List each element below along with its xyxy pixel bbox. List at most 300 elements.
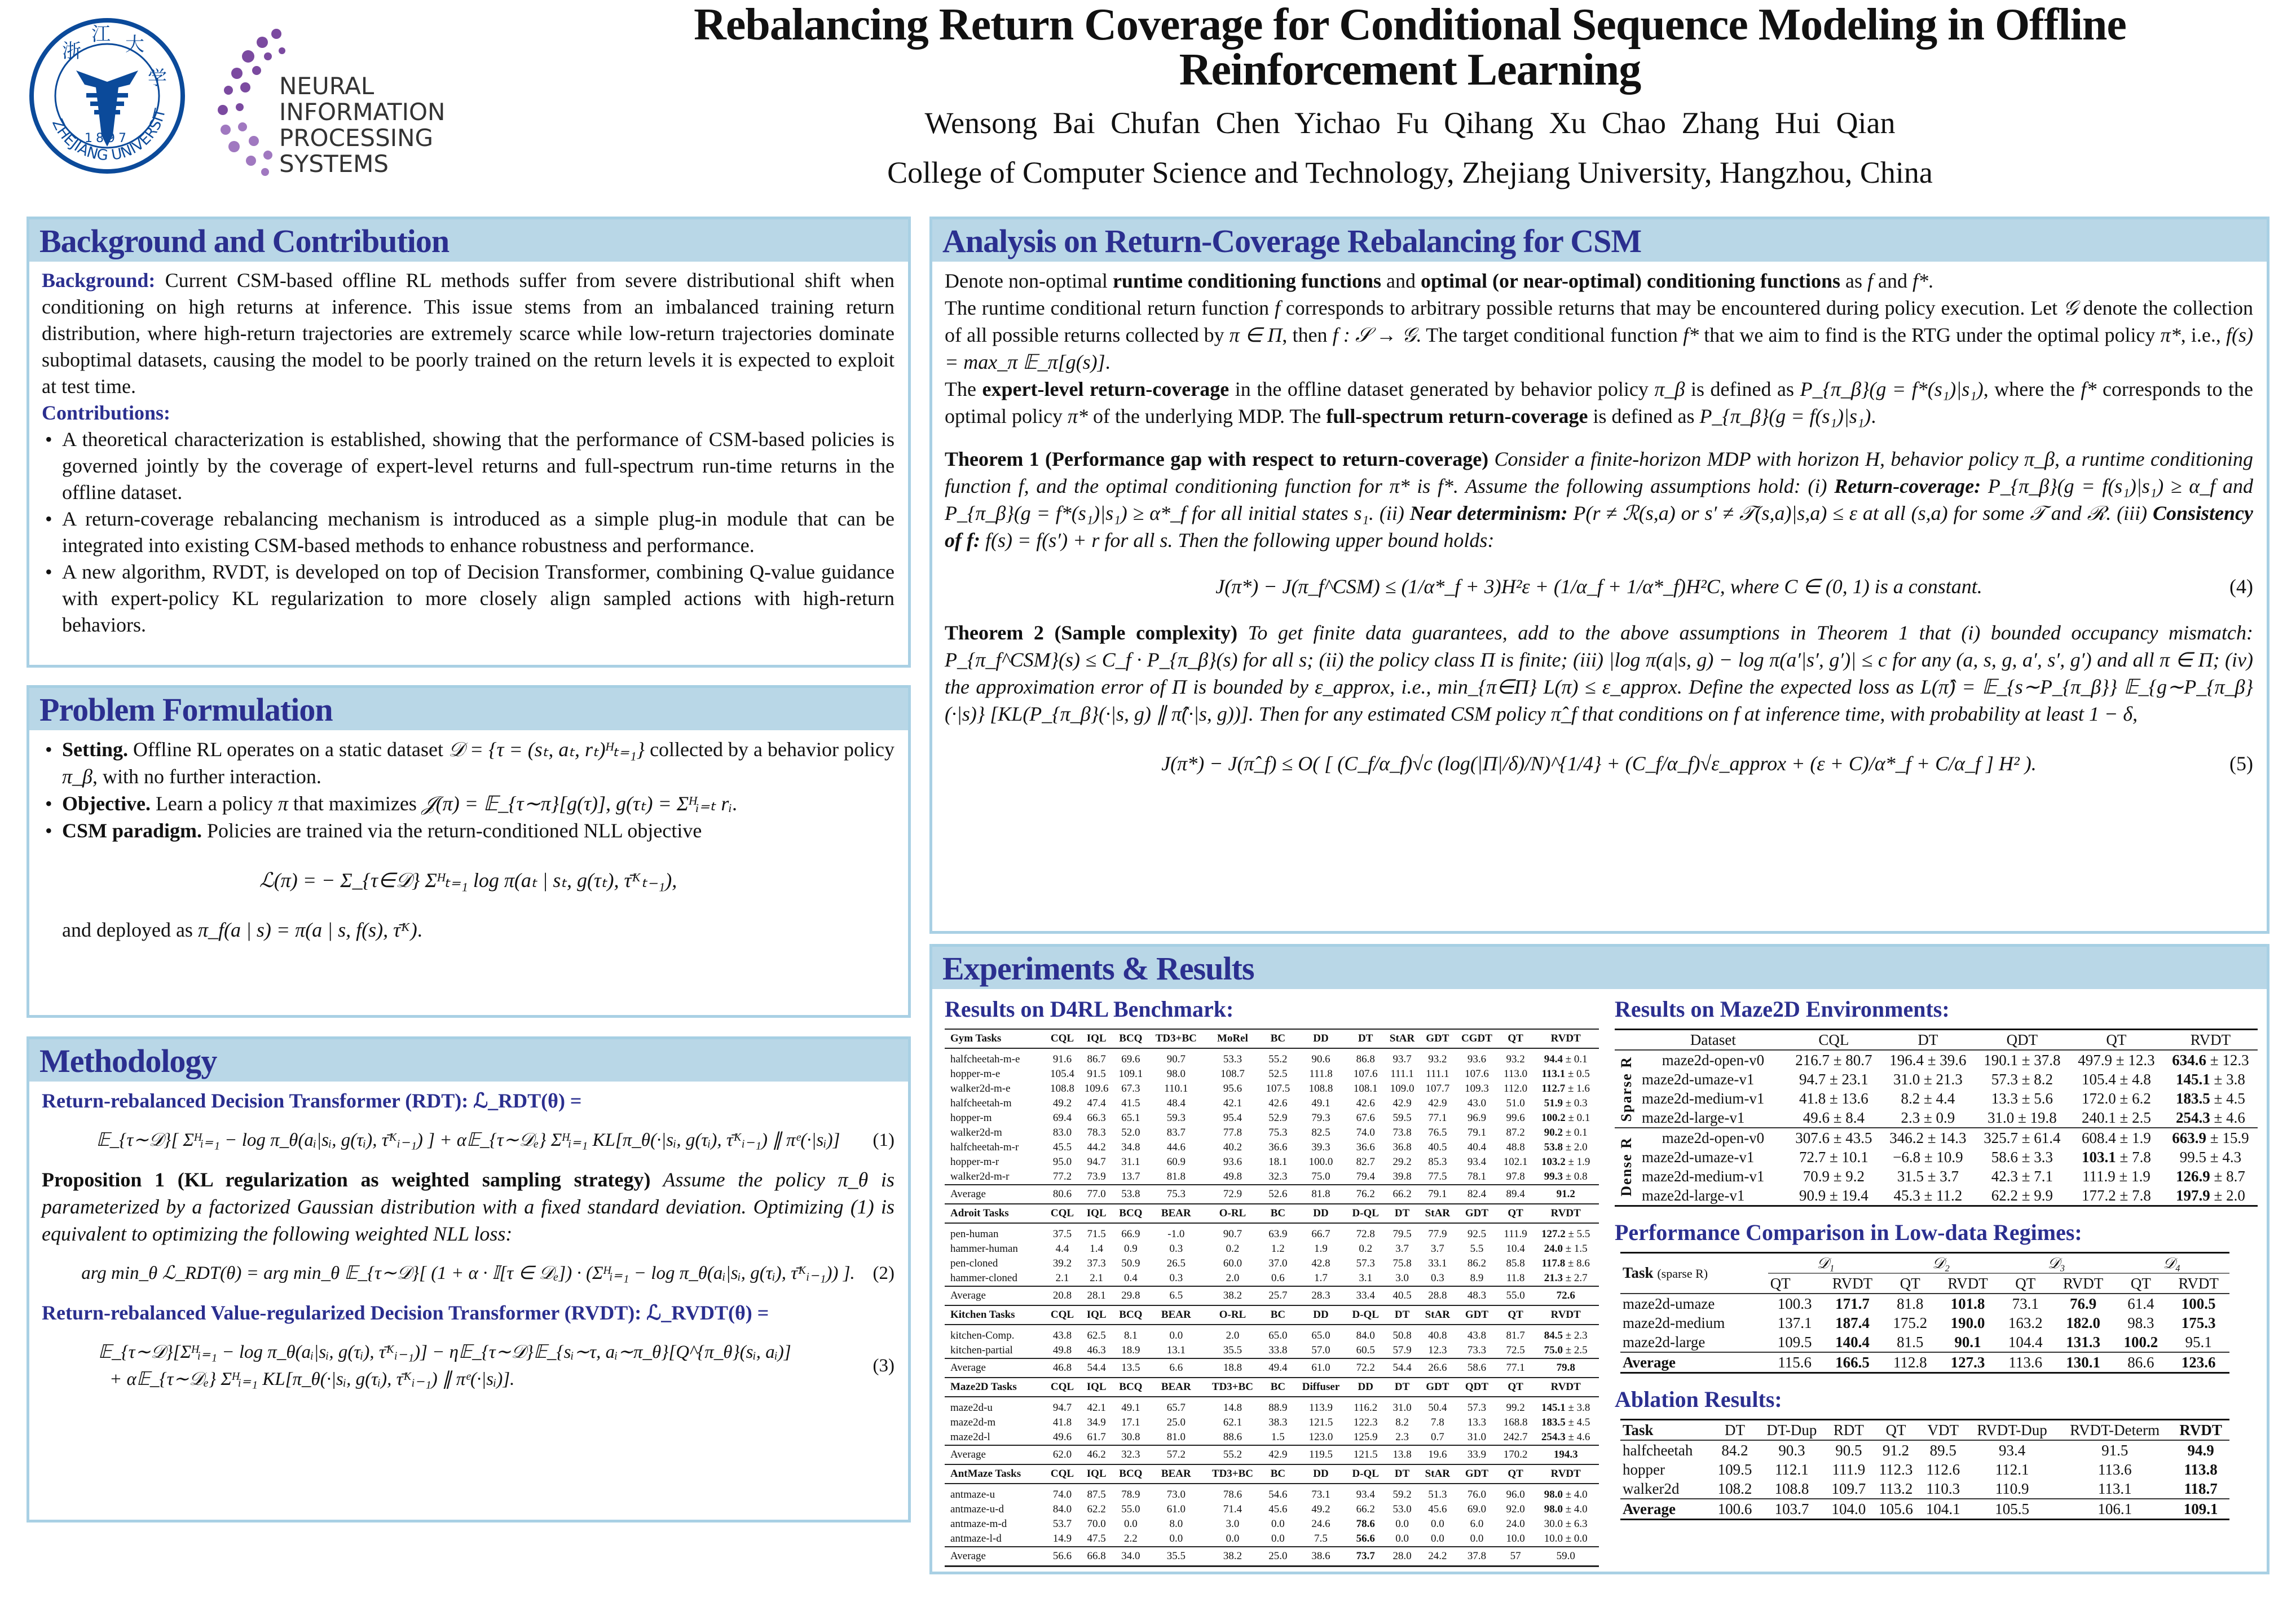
table-cell: maze2d-large-v1 — [1641, 1187, 1745, 1204]
table-cell: 109.1 — [1118, 1068, 1143, 1080]
table-cell: 101.8 — [1950, 1295, 1985, 1312]
table-cell: 30.8 — [1121, 1431, 1140, 1443]
table-cell: 82.7 — [1356, 1156, 1375, 1168]
table-cell: 103.1 ± 7.8 — [2082, 1149, 2151, 1166]
analysis-paragraph — [945, 267, 2253, 294]
text-run: Proposition 1 (KL regularization as weighted sampling strategy) — [42, 1168, 651, 1191]
table-cell: 112.6 — [1926, 1461, 1960, 1478]
column-header: Dataset — [1690, 1031, 1736, 1048]
table-cell: 183.5 ± 4.5 — [2176, 1090, 2245, 1107]
table-cell: 40.2 — [1223, 1141, 1242, 1153]
table-cell: hammer-human — [950, 1243, 1018, 1255]
table-cell: 77.0 — [1079, 1185, 1114, 1204]
table-cell: 107.6 — [1353, 1068, 1378, 1080]
table-cell: 24.0 — [1506, 1518, 1525, 1530]
table-cell: 37.8 — [1455, 1547, 1499, 1566]
table-cell: 131.3 — [2066, 1334, 2100, 1351]
text-run: The runtime conditional return function — [945, 297, 1275, 319]
column-header: DD — [1295, 1305, 1347, 1325]
text-run: π* — [1067, 405, 1088, 427]
ablation-table — [1620, 1419, 2229, 1520]
table-cell: 59.5 — [1392, 1112, 1412, 1124]
table-cell: 0.2 — [1226, 1243, 1240, 1255]
rdt-heading: Return-rebalanced Decision Transformer (RDT): ℒ_RDT(θ) = — [42, 1089, 582, 1112]
table-cell: 10.0 ± 0.0 — [1544, 1533, 1588, 1544]
table-cell: 70.9 ± 9.2 — [1803, 1168, 1865, 1185]
table-cell: 44.2 — [1087, 1141, 1106, 1153]
table-cell: 2.2 — [1124, 1533, 1138, 1544]
table-cell: maze2d-umaze-v1 — [1641, 1071, 1755, 1088]
column-header: QT — [2015, 1275, 2036, 1292]
table-cell: 80.6 — [1045, 1185, 1079, 1204]
table-cell: 59.2 — [1392, 1489, 1412, 1501]
table-cell: maze2d-u — [950, 1402, 993, 1414]
table-cell: 113.2 — [1879, 1480, 1913, 1497]
table-cell: 0.0 — [1395, 1533, 1409, 1544]
column-header: DD — [1295, 1204, 1347, 1223]
table-cell: 50.8 — [1392, 1330, 1412, 1341]
table-row — [1620, 1479, 2229, 1499]
table-cell: 171.7 — [1835, 1295, 1870, 1312]
table-cell: 73.1 — [1311, 1489, 1330, 1501]
table-cell: 55.2 — [1268, 1053, 1288, 1065]
table-cell: 73.3 — [1467, 1344, 1487, 1356]
table-cell: 53.0 — [1392, 1503, 1412, 1515]
table-row — [945, 1271, 1599, 1286]
table-cell: 62.1 — [1223, 1416, 1242, 1428]
table-cell: 42.9 — [1392, 1097, 1412, 1109]
text-run: collected by a behavior policy — [645, 738, 895, 761]
table-row — [1615, 1186, 2258, 1206]
table-cell: 40.8 — [1428, 1330, 1447, 1341]
table-cell: 78.6 — [1356, 1518, 1375, 1530]
table-cell: 170.2 — [1499, 1445, 1533, 1464]
column-header: BCQ — [1114, 1305, 1148, 1325]
table-cell: 72.6 — [1532, 1286, 1599, 1305]
table-cell: 52.5 — [1268, 1068, 1288, 1080]
table-cell: 1.4 — [1090, 1243, 1104, 1255]
table-cell: 96.9 — [1467, 1112, 1487, 1124]
column-header: DT — [1725, 1422, 1746, 1438]
table-cell: 105.5 — [1995, 1501, 2029, 1517]
column-header: QT — [1900, 1275, 1920, 1292]
text-run: f* — [1683, 324, 1699, 346]
table-cell: 49.6 — [1052, 1431, 1072, 1443]
table-cell: 94.7 — [1052, 1402, 1072, 1414]
table-cell: 37.3 — [1087, 1257, 1106, 1269]
table-cell: 69.6 — [1121, 1053, 1140, 1065]
table-cell: maze2d-medium — [1623, 1314, 1725, 1331]
text-run: 𝒥(π) = 𝔼_{τ∼π}[g(τ)], g(τₜ) = Σᴴᵢ₌ₜ rᵢ — [421, 792, 733, 815]
table-cell: 92.5 — [1467, 1228, 1487, 1240]
column-header: TD3+BC — [1204, 1464, 1261, 1484]
text-run: and — [1381, 270, 1421, 292]
table-cell: 113.9 — [1309, 1402, 1333, 1414]
table-cell: 182.0 — [2066, 1314, 2100, 1331]
table-cell: 8.2 ± 4.4 — [1901, 1090, 1955, 1107]
table-cell: 93.2 — [1506, 1053, 1525, 1065]
table-cell: 26.5 — [1166, 1257, 1186, 1269]
table-cell: 99.5 ± 4.3 — [2179, 1149, 2242, 1166]
table-cell: 0.0 — [1395, 1518, 1409, 1530]
column-header: CQL — [1818, 1031, 1849, 1048]
table-cell: 137.1 — [1777, 1314, 1812, 1331]
poster-title — [564, 0, 2256, 95]
table-cell: 87.2 — [1506, 1127, 1525, 1138]
table-cell: 88.6 — [1223, 1431, 1242, 1443]
table-cell: 36.6 — [1268, 1141, 1288, 1153]
table-cell: 99.2 — [1506, 1402, 1525, 1414]
table-cell: 66.3 — [1087, 1112, 1106, 1124]
table-cell: 109.5 — [1777, 1334, 1812, 1351]
table-cell: 78.1 — [1467, 1171, 1487, 1182]
section-analysis — [929, 217, 2269, 934]
text-run: f(s) = f(s′) + r for all s. Then the following upper bound holds: — [980, 529, 1495, 551]
table-cell: 108.7 — [1220, 1068, 1245, 1080]
table-cell: 104.4 — [2008, 1334, 2043, 1351]
column-header: CGDT — [1455, 1029, 1499, 1048]
text-run: runtime conditioning functions — [1112, 270, 1382, 292]
column-header: Diffuser — [1295, 1378, 1347, 1397]
table-cell: 24.0 ± 1.5 — [1544, 1243, 1588, 1255]
table-cell: 21.3 ± 2.7 — [1544, 1272, 1588, 1284]
table-cell: 103.7 — [1774, 1501, 1809, 1517]
table-cell: 61.0 — [1166, 1503, 1186, 1515]
table-cell: 1.5 — [1271, 1431, 1285, 1443]
text-run: Assume the policy π_θ is parameterized by a factorized Gaussian distribution with a fixed standard deviation. Optimizing (1) is equivalent to optimizing the following weighted NLL loss: — [42, 1168, 894, 1245]
table-cell: 61.0 — [1295, 1358, 1347, 1378]
task-header: Task (sparse R) — [1623, 1264, 1708, 1281]
table-cell: 40.4 — [1467, 1141, 1487, 1153]
table-cell: 49.1 — [1311, 1097, 1330, 1109]
table-cell: 98.3 — [2127, 1314, 2154, 1331]
table-cell: 45.6 — [1428, 1503, 1447, 1515]
table-cell: 140.4 — [1835, 1334, 1870, 1351]
rvdt-heading: Return-rebalanced Value-regularized Decision Transformer (RVDT): ℒ_RVDT(θ) = — [42, 1301, 769, 1324]
table-cell: 127.3 — [1950, 1354, 1985, 1371]
table-cell: 85.3 — [1428, 1156, 1447, 1168]
table-cell: 111.9 — [1832, 1461, 1866, 1478]
table-cell: 54.6 — [1268, 1489, 1288, 1501]
table-cell: 74.0 — [1052, 1489, 1072, 1501]
table-cell: 67.3 — [1121, 1083, 1140, 1095]
table-cell: 29.8 — [1114, 1286, 1148, 1305]
table-cell: 197.9 ± 2.0 — [2176, 1187, 2245, 1204]
table-cell: 81.8 — [1295, 1185, 1347, 1204]
table-cell: 0.9 — [1124, 1243, 1138, 1255]
average-row — [1620, 1499, 2229, 1520]
table-cell: 72.9 — [1204, 1185, 1261, 1204]
table-cell: 99.6 — [1506, 1112, 1525, 1124]
table-cell: 111.1 — [1426, 1068, 1449, 1080]
table-cell: 57.2 — [1148, 1445, 1204, 1464]
background-label: Background: — [42, 269, 156, 292]
table-row — [945, 1096, 1599, 1111]
table-cell: 75.0 — [1311, 1171, 1330, 1182]
table-cell: 2.0 — [1226, 1330, 1240, 1341]
table-row — [945, 1170, 1599, 1185]
table-cell: 1.2 — [1271, 1243, 1285, 1255]
table-cell: 111.8 — [1309, 1068, 1333, 1080]
column-header: BEAR — [1148, 1378, 1204, 1397]
column-header: RVDT — [1532, 1305, 1599, 1325]
table-cell: walker2d-m-r — [950, 1171, 1010, 1182]
table-cell: 13.3 ± 5.6 — [1991, 1090, 2053, 1107]
table-cell: 0.6 — [1271, 1272, 1285, 1284]
table-cell: 93.6 — [1223, 1156, 1242, 1168]
table-cell: 58.6 — [1455, 1358, 1499, 1378]
table-cell: 53.8 — [1114, 1185, 1148, 1204]
table-cell: 109.5 — [1717, 1461, 1752, 1478]
table-cell: 125.9 — [1353, 1431, 1378, 1443]
table-cell: 38.2 — [1204, 1286, 1261, 1305]
table-cell: 111.9 ± 1.9 — [2082, 1168, 2150, 1185]
table-cell: 100.6 — [1717, 1501, 1752, 1517]
table-cell: 0.0 — [1169, 1330, 1183, 1341]
table-row — [1620, 1460, 2229, 1479]
zju-logo — [28, 17, 186, 175]
table-row — [945, 1082, 1599, 1096]
table-cell: 17.1 — [1121, 1416, 1140, 1428]
table-cell: 175.3 — [2181, 1314, 2216, 1331]
table-cell: 69.4 — [1052, 1112, 1072, 1124]
table-cell: halfcheetah-m-e — [950, 1053, 1020, 1065]
neurips-line1: NEURAL INFORMATION — [279, 72, 446, 126]
equation-tag: (3) — [872, 1356, 894, 1376]
table-cell: kitchen-partial — [950, 1344, 1013, 1356]
table-cell: antmaze-l-d — [950, 1533, 1002, 1544]
table-row — [1620, 1332, 2229, 1352]
table-cell: 77.2 — [1052, 1171, 1072, 1182]
column-header: BC — [1261, 1464, 1295, 1484]
column-header: RVDT — [2179, 1422, 2222, 1438]
table-cell: 61.7 — [1087, 1431, 1106, 1443]
table-cell: 49.8 — [1223, 1171, 1242, 1182]
table-cell: 0.0 — [1430, 1533, 1444, 1544]
table-cell: 0.4 — [1124, 1272, 1138, 1284]
table-cell: 31.1 — [1121, 1156, 1140, 1168]
column-header: RVDT — [1832, 1275, 1873, 1292]
table-cell: 2.1 — [1055, 1272, 1069, 1284]
table-cell: 58.6 ± 3.3 — [1991, 1149, 2053, 1166]
table-cell: 93.7 — [1392, 1053, 1412, 1065]
text-run: and deployed as — [62, 919, 198, 941]
table-cell: 6.6 — [1148, 1358, 1204, 1378]
column-header: RVDT — [2190, 1031, 2231, 1048]
text-run: is defined as — [1685, 378, 1800, 400]
column-header: BCQ — [1114, 1464, 1148, 1484]
column-header: GDT — [1420, 1029, 1455, 1048]
table-cell: 95.0 — [1052, 1156, 1072, 1168]
table-cell: 40.5 — [1385, 1286, 1420, 1305]
table-cell: 28.3 — [1295, 1286, 1347, 1305]
column-header: CQL — [1045, 1029, 1079, 1048]
equation-5-text: J(π*) − J(π̂_f) ≤ O( [ (C_f/α_f)√c (log(|Π|/δ)/N)^{1/4} + (C_f/α_f)√ε_approx + (ε + C)/α*_f + C/α_f ] H² ). — [1161, 752, 2037, 775]
svg-text:江: 江 — [91, 23, 111, 46]
table-cell: 111.1 — [1390, 1068, 1414, 1080]
section-problem-formulation — [27, 685, 911, 1018]
section-title: Experiments & Results — [932, 944, 2267, 989]
section-title: Background and Contribution — [29, 217, 908, 262]
table-cell: 325.7 ± 61.4 — [1984, 1129, 2061, 1146]
table-cell: 59.0 — [1532, 1547, 1599, 1566]
table-cell: 38.6 — [1295, 1547, 1347, 1566]
table-cell: 0.0 — [1470, 1533, 1484, 1544]
table-cell: 48.8 — [1506, 1141, 1525, 1153]
table-cell: 126.9 ± 8.7 — [2176, 1168, 2245, 1185]
table-cell: 62.2 — [1087, 1503, 1106, 1515]
table-cell: 31.5 ± 3.7 — [1897, 1168, 1959, 1185]
table-cell: 107.6 — [1465, 1068, 1489, 1080]
text-run: corresponds to the optimal policy — [945, 378, 2254, 427]
table-cell: 34.0 — [1114, 1547, 1148, 1566]
table-cell: 74.0 — [1356, 1127, 1375, 1138]
table-cell: 53.8 ± 2.0 — [1544, 1141, 1588, 1153]
column-header: DT-Dup — [1766, 1422, 1817, 1438]
column-header: BC — [1261, 1305, 1295, 1325]
table-cell: 110.3 — [1926, 1480, 1960, 1497]
table-cell: 51.0 — [1506, 1097, 1525, 1109]
table-cell: 98.0 ± 4.0 — [1544, 1503, 1588, 1515]
table-cell: 177.2 ± 7.8 — [2082, 1187, 2151, 1204]
table-cell: 0.0 — [1226, 1533, 1240, 1544]
table-cell: 48.4 — [1166, 1097, 1186, 1109]
text-run: Near determinism: — [1409, 502, 1568, 524]
table-cell: 42.1 — [1087, 1402, 1106, 1414]
text-run: f* — [2081, 378, 2097, 400]
text-run: f* — [1912, 270, 1929, 292]
column-header: Kitchen Tasks — [945, 1305, 1045, 1325]
table-cell: Average — [945, 1445, 1045, 1464]
table-cell: 113.0 — [1504, 1068, 1528, 1080]
column-header: QT — [1499, 1204, 1533, 1223]
table-cell: 109.0 — [1390, 1083, 1414, 1095]
column-header: GDT — [1455, 1464, 1499, 1484]
column-header: QT — [1885, 1422, 1906, 1438]
column-header: RVDT — [1532, 1378, 1599, 1397]
table-cell: 65.0 — [1311, 1330, 1330, 1341]
table-cell: -1.0 — [1167, 1228, 1185, 1240]
table-cell: 172.0 ± 6.2 — [2082, 1090, 2151, 1107]
analysis-paragraph — [945, 294, 2253, 376]
table-cell: 108.2 — [1717, 1480, 1752, 1497]
table-cell: 46.2 — [1079, 1445, 1114, 1464]
table-cell: 91.6 — [1052, 1053, 1072, 1065]
text-run: in the offline dataset generated by behavior policy — [1229, 378, 1655, 400]
table-cell: kitchen-Comp. — [950, 1330, 1015, 1341]
table-cell: 196.4 ± 39.6 — [1889, 1052, 1967, 1069]
table-cell: 100.3 — [1777, 1295, 1812, 1312]
section-experiments — [929, 944, 2269, 1574]
table-cell: 99.3 ± 0.8 — [1544, 1171, 1588, 1182]
table-row — [945, 1048, 1599, 1067]
table-cell: 90.6 — [1311, 1053, 1330, 1065]
table-cell: 3.1 — [1359, 1272, 1373, 1284]
table-cell: 83.7 — [1166, 1127, 1186, 1138]
table-cell: 123.0 — [1308, 1431, 1333, 1443]
table-cell: 30.0 ± 6.3 — [1544, 1518, 1588, 1530]
table-cell: 71.5 — [1087, 1228, 1106, 1240]
table-cell: 44.6 — [1166, 1141, 1186, 1153]
table-cell: 79.1 — [1420, 1185, 1455, 1204]
table-cell: 86.8 — [1356, 1053, 1375, 1065]
table-cell: 107.7 — [1425, 1083, 1450, 1095]
table-row — [1615, 1167, 2258, 1186]
equation-2-text: arg min_θ ℒ_RDT(θ) = arg min_θ 𝔼_{τ∼𝒟}[ (1 + α · 𝕀[τ ∈ 𝒟ₑ]) · (Σᴴᵢ₌₁ − log π_θ(aᵢ|sᵢ, g(τᵢ), τ̄ᴷᵢ₋₁)) ]. — [81, 1263, 855, 1283]
table-cell: maze2d-large-v1 — [1641, 1109, 1745, 1126]
table-row — [1620, 1440, 2229, 1460]
table-cell: hopper-m-e — [950, 1068, 1001, 1080]
text-run: . — [417, 919, 422, 941]
table-cell: 62.0 — [1045, 1445, 1079, 1464]
svg-text:学: 学 — [148, 67, 167, 90]
section-methodology — [27, 1036, 911, 1522]
table-cell: 0.7 — [1430, 1431, 1444, 1443]
table-cell: 34.8 — [1121, 1141, 1140, 1153]
table-cell: 52.9 — [1268, 1112, 1288, 1124]
table-cell: 104.0 — [1831, 1501, 1866, 1517]
table-cell: 34.9 — [1087, 1416, 1106, 1428]
text-run: as — [1840, 270, 1868, 292]
table-cell: 61.4 — [2127, 1295, 2154, 1312]
text-run: . — [1871, 405, 1876, 427]
authors: Wensong Bai Chufan Chen Yichao Fu Qihang Xu Chao Zhang Hui Qian — [924, 106, 1896, 140]
table-cell: 216.7 ± 80.7 — [1795, 1052, 1872, 1069]
table-cell: maze2d-open-v0 — [1662, 1129, 1765, 1146]
table-cell: 175.2 — [1893, 1314, 1928, 1331]
nll-equation: ℒ(π) = − Σ_{τ∈𝒟} Σᴴₜ₌₁ log π(aₜ | sₜ, g(τₜ), τ̄ᴷₜ₋₁), — [259, 869, 677, 892]
table-cell: Average — [945, 1185, 1045, 1204]
text-run: that maximizes — [288, 792, 422, 815]
table-cell: 11.8 — [1506, 1272, 1525, 1284]
text-run: that we aim to find is the RTG under the optimal policy — [1699, 324, 2161, 346]
column-header: IQL — [1079, 1305, 1114, 1325]
section-title: Problem Formulation — [29, 685, 908, 730]
table-row — [945, 1517, 1599, 1532]
table-cell: 72.2 — [1347, 1358, 1385, 1378]
table-cell: 59.3 — [1166, 1112, 1186, 1124]
column-header: O-RL — [1204, 1204, 1261, 1223]
table-cell: 91.2 — [1882, 1442, 1910, 1459]
equation-tag: (2) — [872, 1263, 894, 1283]
table-row — [1615, 1128, 2258, 1148]
table-cell: 28.1 — [1079, 1286, 1114, 1305]
table-cell: 31.0 ± 21.3 — [1893, 1071, 1963, 1088]
table-cell: 53.7 — [1052, 1518, 1072, 1530]
text-run: Consistency of f: — [945, 502, 2253, 551]
table-row — [1620, 1294, 2229, 1313]
table-cell: 190.0 — [1950, 1314, 1985, 1331]
column-header: QT — [1499, 1464, 1533, 1484]
column-header: BCQ — [1114, 1029, 1148, 1048]
table-cell: 49.1 — [1121, 1402, 1140, 1414]
table-cell: 7.5 — [1314, 1533, 1328, 1544]
table-cell: 90.5 — [1835, 1442, 1862, 1459]
table-cell: 57.3 — [1467, 1402, 1487, 1414]
table-cell: halfcheetah-m-r — [950, 1141, 1019, 1153]
column-header: BEAR — [1148, 1204, 1204, 1223]
table-cell: 75.0 ± 2.5 — [1544, 1344, 1588, 1356]
table-cell: 183.5 ± 4.5 — [1541, 1416, 1590, 1428]
column-header: StAR — [1385, 1029, 1420, 1048]
table-cell: 105.4 ± 4.8 — [2082, 1071, 2151, 1088]
table-cell: 39.3 — [1311, 1141, 1330, 1153]
column-header: IQL — [1079, 1464, 1114, 1484]
equation-tag: (5) — [2229, 752, 2253, 775]
table-cell: 31.0 — [1467, 1431, 1487, 1443]
table-cell: 254.3 ± 4.6 — [1541, 1431, 1590, 1443]
dataset-group-header: 𝒟₃ — [1999, 1253, 2114, 1274]
